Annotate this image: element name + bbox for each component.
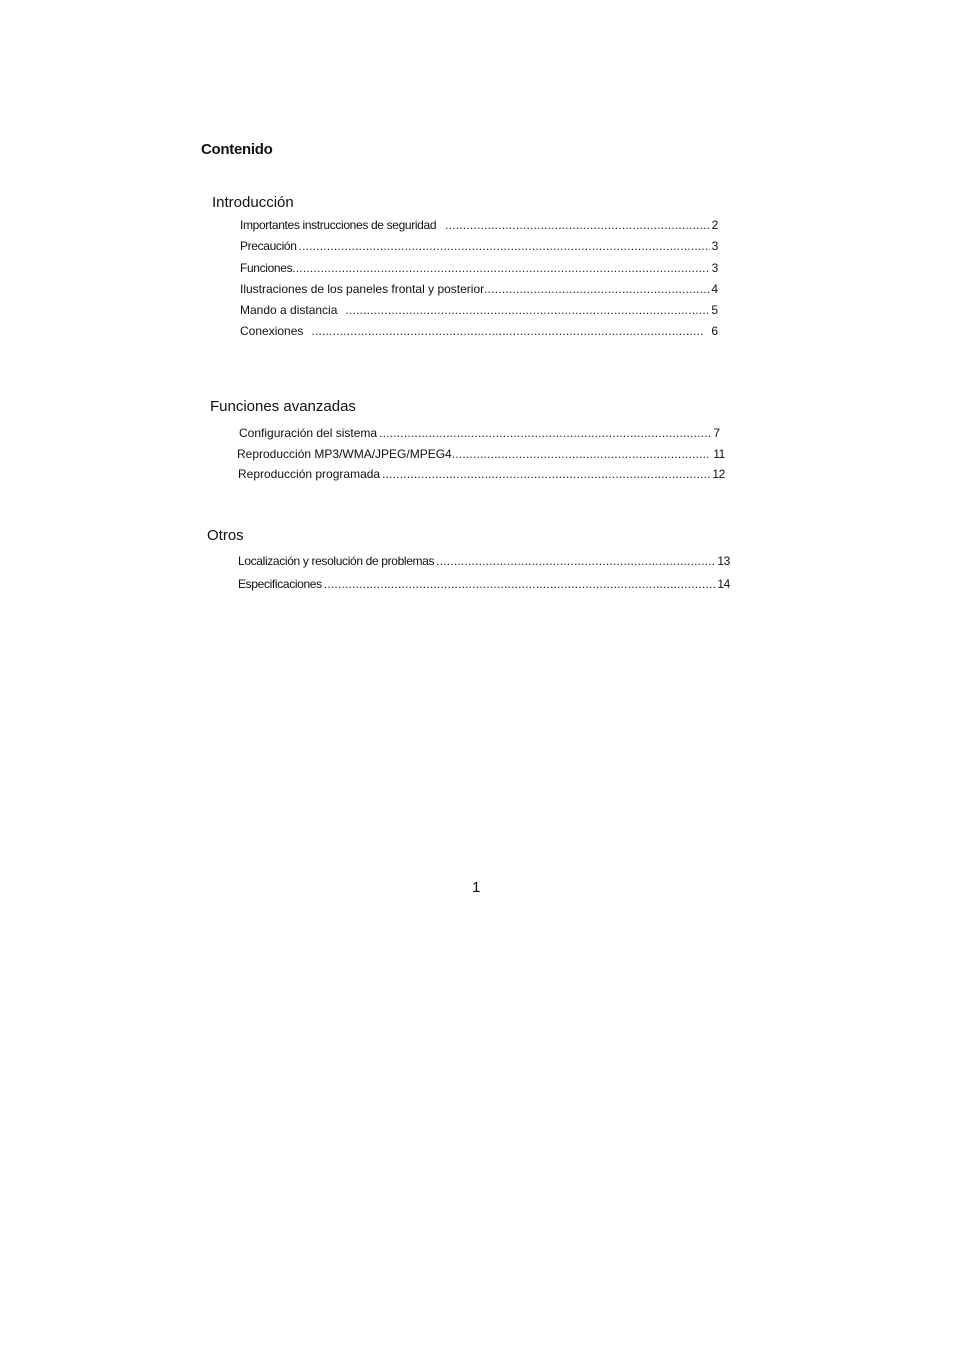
toc-entry-page: 2 [711, 218, 718, 232]
toc-entry-label: Configuración del sistema [239, 426, 378, 440]
toc-leader [311, 324, 703, 338]
toc-leader [452, 447, 712, 461]
toc-entry-page: 13 [717, 554, 730, 568]
toc-entry-label: Localización y resolución de problemas [238, 554, 435, 568]
page-title: Contenido [201, 141, 273, 158]
toc-entry-ilustraciones[interactable] [240, 282, 718, 296]
toc-leader [292, 261, 709, 275]
toc-entry-page: 12 [712, 467, 725, 481]
toc-leader [299, 239, 710, 253]
toc-entry-page: 4 [711, 282, 718, 296]
toc-entry-page: 5 [711, 303, 718, 317]
toc-entry-label: Reproducción MP3/WMA/JPEG/MPEG4 [237, 447, 452, 461]
toc-entry-especificaciones[interactable] [238, 577, 730, 591]
toc-entry-configuracion-del-sistema[interactable] [239, 426, 720, 440]
toc-leader [445, 218, 710, 232]
toc-entry-page: 3 [711, 261, 718, 275]
toc-entry-importantes-instrucciones[interactable] [240, 218, 718, 232]
toc-entry-label: Precaución [240, 239, 297, 253]
toc-entry-precaucion[interactable] [240, 239, 718, 253]
toc-entry-page: 11 [713, 447, 725, 461]
toc-entry-label: Ilustraciones de los paneles frontal y posterior [240, 282, 485, 296]
toc-entry-label: Mando a distancia [240, 303, 338, 317]
toc-entry-label: Conexiones [240, 324, 304, 338]
toc-entry-page: 7 [713, 426, 720, 440]
toc-entry-mando-a-distancia[interactable] [240, 303, 718, 317]
toc-entry-page: 14 [717, 577, 730, 591]
toc-leader [379, 426, 711, 440]
toc-leader [484, 282, 709, 296]
toc-entry-label: Funciones [240, 261, 293, 275]
toc-leader [382, 467, 710, 481]
toc-leader [436, 554, 715, 568]
section-heading-otros: Otros [207, 527, 244, 544]
section-heading-funciones-avanzadas: Funciones avanzadas [210, 398, 356, 415]
toc-entry-localizacion[interactable] [238, 554, 730, 568]
toc-entry-label: Especificaciones [238, 577, 322, 591]
toc-leader [324, 577, 716, 591]
toc-entry-reproduccion-programada[interactable] [238, 467, 725, 481]
toc-entry-funciones[interactable] [240, 261, 718, 275]
toc-entry-conexiones[interactable] [240, 324, 718, 338]
section-heading-introduccion: Introducción [212, 194, 294, 211]
toc-entry-page: 3 [711, 239, 718, 253]
toc-leader [345, 303, 709, 317]
page-number: 1 [472, 879, 481, 896]
toc-entry-label: Importantes instrucciones de seguridad [240, 218, 437, 232]
toc-entry-page: 6 [711, 324, 718, 338]
toc-entry-label: Reproducción programada [238, 467, 381, 481]
toc-entry-reproduccion-mp3[interactable] [237, 447, 725, 461]
